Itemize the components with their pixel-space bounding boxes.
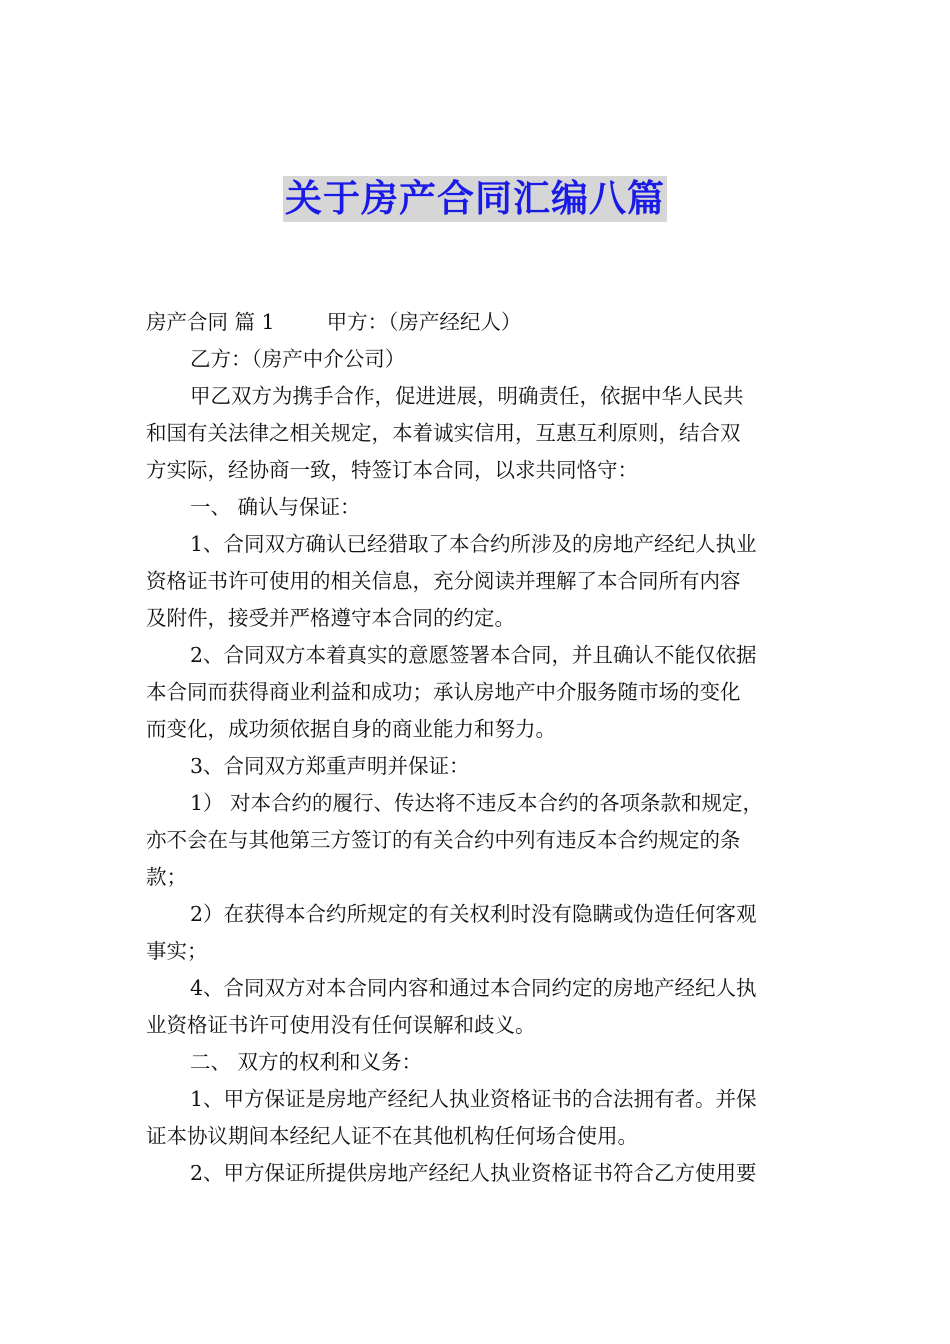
paragraph-line: 4、合同双方对本合同内容和通过本合同约定的房地产经纪人执 [190,976,757,1000]
paragraph-line: 乙方：（房产中介公司） [190,347,406,371]
paragraph-line: 和国有关法律之相关规定，本着诚实信用，互惠互利原则，结合双 [146,421,741,445]
paragraph-line: 及附件，接受并严格遵守本合同的约定。 [146,606,515,630]
paragraph-line: 亦不会在与其他第三方签订的有关合约中列有违反本合约规定的条 [146,828,741,852]
party-a-label: 甲方：（房产经纪人） [326,310,522,334]
paragraph-line: 1） 对本合约的履行、传达将不违反本合约的各项条款和规定， [190,791,764,815]
paragraph-line: 证本协议期间本经纪人证不在其他机构任何场合使用。 [146,1124,638,1148]
paragraph-line: 2）在获得本合约所规定的有关权利时没有隐瞒或伪造任何客观 [190,902,757,926]
document-body [146,304,810,1192]
paragraph-line: 甲乙双方为携手合作，促进进展，明确责任，依据中华人民共 [190,384,744,408]
paragraph-line: 方实际，经协商一致，特签订本合同，以求共同恪守： [146,458,638,482]
paragraph-line: 二、 双方的权利和义务： [190,1050,423,1074]
section-heading-line [146,304,810,341]
paragraph-line: 1、甲方保证是房地产经纪人执业资格证书的合法拥有者。并保 [190,1087,757,1111]
paragraph-line: 2、合同双方本着真实的意愿签署本合同，并且确认不能仅依据 [190,643,757,667]
section-heading: 房产合同 篇 1 [146,310,275,334]
paragraph-line: 3、合同双方郑重声明并保证： [190,754,470,778]
title-container [0,176,950,222]
paragraph-line: 事实； [146,939,208,963]
paragraph-line: 2、甲方保证所提供房地产经纪人执业资格证书符合乙方使用要 [190,1161,757,1185]
paragraph-line: 资格证书许可使用的相关信息，充分阅读并理解了本合同所有内容 [146,569,741,593]
paragraph-line: 而变化，成功须依据自身的商业能力和努力。 [146,717,556,741]
paragraph-line: 1、合同双方确认已经猎取了本合约所涉及的房地产经纪人执业 [190,532,757,556]
paragraph-line: 业资格证书许可使用没有任何误解和歧义。 [146,1013,536,1037]
paragraph-line: 款； [146,865,187,889]
paragraph-line: 本合同而获得商业利益和成功；承认房地产中介服务随市场的变化 [146,680,741,704]
paragraph-line: 一、 确认与保证： [190,495,361,519]
document-title: 关于房产合同汇编八篇 [285,177,665,220]
